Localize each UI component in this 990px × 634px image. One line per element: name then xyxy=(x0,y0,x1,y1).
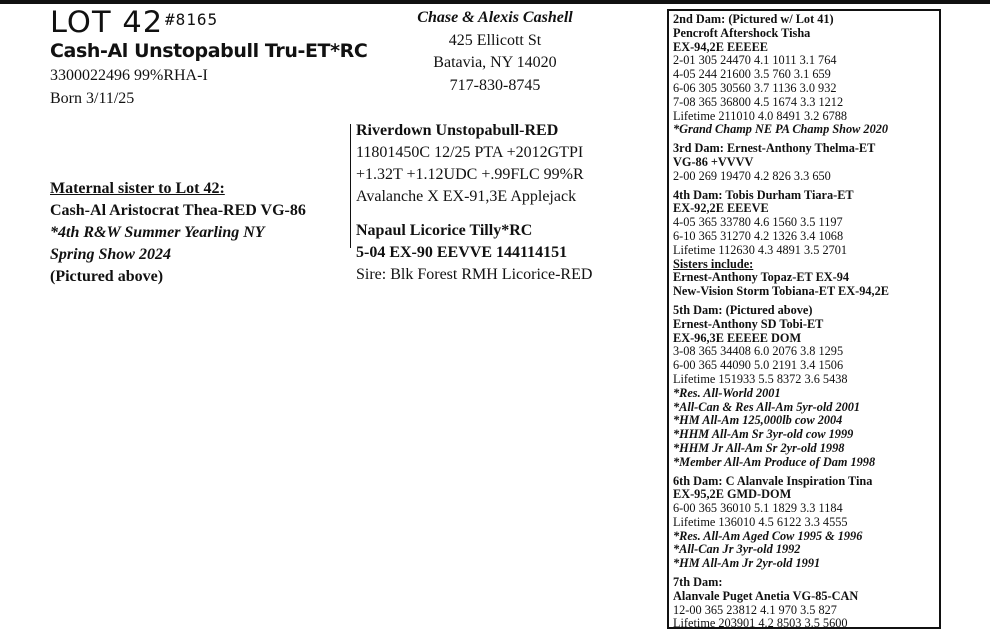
lifetime-record: Lifetime 211010 4.0 8491 3.2 6788 xyxy=(673,108,848,123)
record-line: 4-05 244 21600 3.5 760 3.1 659 xyxy=(673,67,831,82)
sixth-dam-section xyxy=(673,475,939,572)
award-line: *All-Can Jr 3yr-old 1992 xyxy=(673,542,801,557)
lifetime-record: Lifetime 203901 4.2 8503 3.5 5600 xyxy=(673,616,848,629)
award-line: *HM All-Am Jr 2yr-old 1991 xyxy=(673,556,821,571)
fifth-dam-heading: 5th Dam: (Pictured above) xyxy=(673,302,813,317)
sisters-heading: Sisters include: xyxy=(673,256,754,271)
sister-award-line-2: Spring Show 2024 xyxy=(50,246,171,263)
record-line: 3-08 365 34408 6.0 2076 3.8 1295 xyxy=(673,344,844,359)
fifth-dam-name: Ernest-Anthony SD Tobi-ET xyxy=(673,316,824,331)
pedigree-bracket xyxy=(350,124,351,248)
third-dam-heading: 3rd Dam: Ernest-Anthony Thelma-ET xyxy=(673,141,876,156)
consignor-phone: 717-830-8745 xyxy=(449,76,541,94)
seventh-dam-section xyxy=(673,576,939,629)
record-line: 6-00 365 44090 5.0 2191 3.4 1506 xyxy=(673,358,844,373)
sire-name: Riverdown Unstopabull-RED xyxy=(356,122,559,139)
record-line: 2-01 305 24470 4.1 1011 3.1 764 xyxy=(673,53,837,68)
fifth-dam-score: EX-96,3E EEEEE DOM xyxy=(673,330,802,345)
sister-entry: Ernest-Anthony Topaz-ET EX-94 xyxy=(673,270,850,285)
dam-line-1: 5-04 EX-90 EEVVE 144114151 xyxy=(356,244,568,261)
lifetime-record: Lifetime 151933 5.5 8372 3.6 5438 xyxy=(673,371,848,386)
sire-line-1: 11801450C 12/25 PTA +2012GTPI xyxy=(356,144,584,161)
maternal-sister-block xyxy=(50,178,350,288)
award-line: *HM All-Am 125,000lb cow 2004 xyxy=(673,413,843,428)
second-dam-heading: 2nd Dam: (Pictured w/ Lot 41) xyxy=(673,12,834,26)
second-dam-name: Pencroft Aftershock Tisha xyxy=(673,25,811,40)
fourth-dam-heading: 4th Dam: Tobis Durham Tiara-ET xyxy=(673,187,854,202)
sixth-dam-heading: 6th Dam: C Alanvale Inspiration Tina xyxy=(673,473,873,488)
sire-dam-block xyxy=(356,120,646,286)
sire-line-2: +1.32T +1.12UDC +.99FLC 99%R xyxy=(356,166,584,183)
third-dam-score: VG-86 +VVVV xyxy=(673,154,754,169)
fourth-dam-section xyxy=(673,189,939,299)
record-line: 6-00 365 36010 5.1 1829 3.3 1184 xyxy=(673,501,843,516)
sixth-dam-score: EX-95,2E GMD-DOM xyxy=(673,487,792,502)
consignor-city: Batavia, NY 14020 xyxy=(433,54,557,71)
award-line: *HHM Jr All-Am Sr 2yr-old 1998 xyxy=(673,440,845,455)
lifetime-record: Lifetime 136010 4.5 6122 3.3 4555 xyxy=(673,514,848,529)
award-line: *Res. All-World 2001 xyxy=(673,385,781,400)
record-line: 4-05 365 33780 4.6 1560 3.5 1197 xyxy=(673,215,843,230)
record-line: 7-08 365 36800 4.5 1674 3.3 1212 xyxy=(673,94,844,109)
sire-line-3: Avalanche X EX-91,3E Applejack xyxy=(356,188,577,205)
record-line: 6-06 305 30560 3.7 1136 3.0 932 xyxy=(673,80,837,95)
dam-name: Napaul Licorice Tilly*RC xyxy=(356,222,533,239)
lot-number: #8165 xyxy=(165,10,219,29)
award-line: *Member All-Am Produce of Dam 1998 xyxy=(673,454,876,469)
pedigree-box xyxy=(667,9,941,629)
seventh-dam-name: Alanvale Puget Anetia VG-85-CAN xyxy=(673,588,859,603)
sister-award-line-1: *4th R&W Summer Yearling NY xyxy=(50,224,265,241)
fourth-dam-score: EX-92,2E EEEVE xyxy=(673,201,769,216)
top-rule xyxy=(0,0,990,4)
sister-note: (Pictured above) xyxy=(50,268,164,285)
award-line: *Res. All-Am Aged Cow 1995 & 1996 xyxy=(673,528,863,543)
award-line: *Grand Champ NE PA Champ Show 2020 xyxy=(673,122,889,137)
birth-date: Born 3/11/25 xyxy=(50,90,135,107)
fifth-dam-section xyxy=(673,304,939,470)
seventh-dam-heading: 7th Dam: xyxy=(673,575,723,590)
consignor-address: 425 Ellicott St xyxy=(448,31,542,49)
second-dam-section xyxy=(673,13,939,137)
animal-name: Cash-Al Unstopabull Tru-ET*RC xyxy=(50,40,368,62)
sister-heading: Maternal sister to Lot 42: xyxy=(50,180,225,197)
sister-entry: New-Vision Storm Tobiana-ET EX-94,2E xyxy=(673,284,889,299)
consignor-block xyxy=(400,7,590,97)
record-line: 12-00 365 23812 4.1 970 3.5 827 xyxy=(673,602,837,617)
record-line: 6-10 365 31270 4.2 1326 3.4 1068 xyxy=(673,228,844,243)
award-line: *HHM All-Am Sr 3yr-old cow 1999 xyxy=(673,427,854,442)
consignor-name: Chase & Alexis Cashell xyxy=(417,9,573,26)
award-line: *All-Can & Res All-Am 5yr-old 2001 xyxy=(673,399,861,414)
lifetime-record: Lifetime 112630 4.3 4891 3.5 2701 xyxy=(673,242,848,257)
second-dam-score: EX-94,2E EEEEE xyxy=(673,39,768,54)
sister-name: Cash-Al Aristocrat Thea-RED VG-86 xyxy=(50,202,306,219)
record-line: 2-00 269 19470 4.2 826 3.3 650 xyxy=(673,168,831,183)
lot-title: LOT 42 xyxy=(50,5,164,39)
dam-line-2: Sire: Blk Forest RMH Licorice-RED xyxy=(356,266,593,283)
third-dam-section xyxy=(673,142,939,183)
lot-title-line xyxy=(50,5,164,39)
registration-line: 3300022496 99%RHA-I xyxy=(50,67,208,84)
